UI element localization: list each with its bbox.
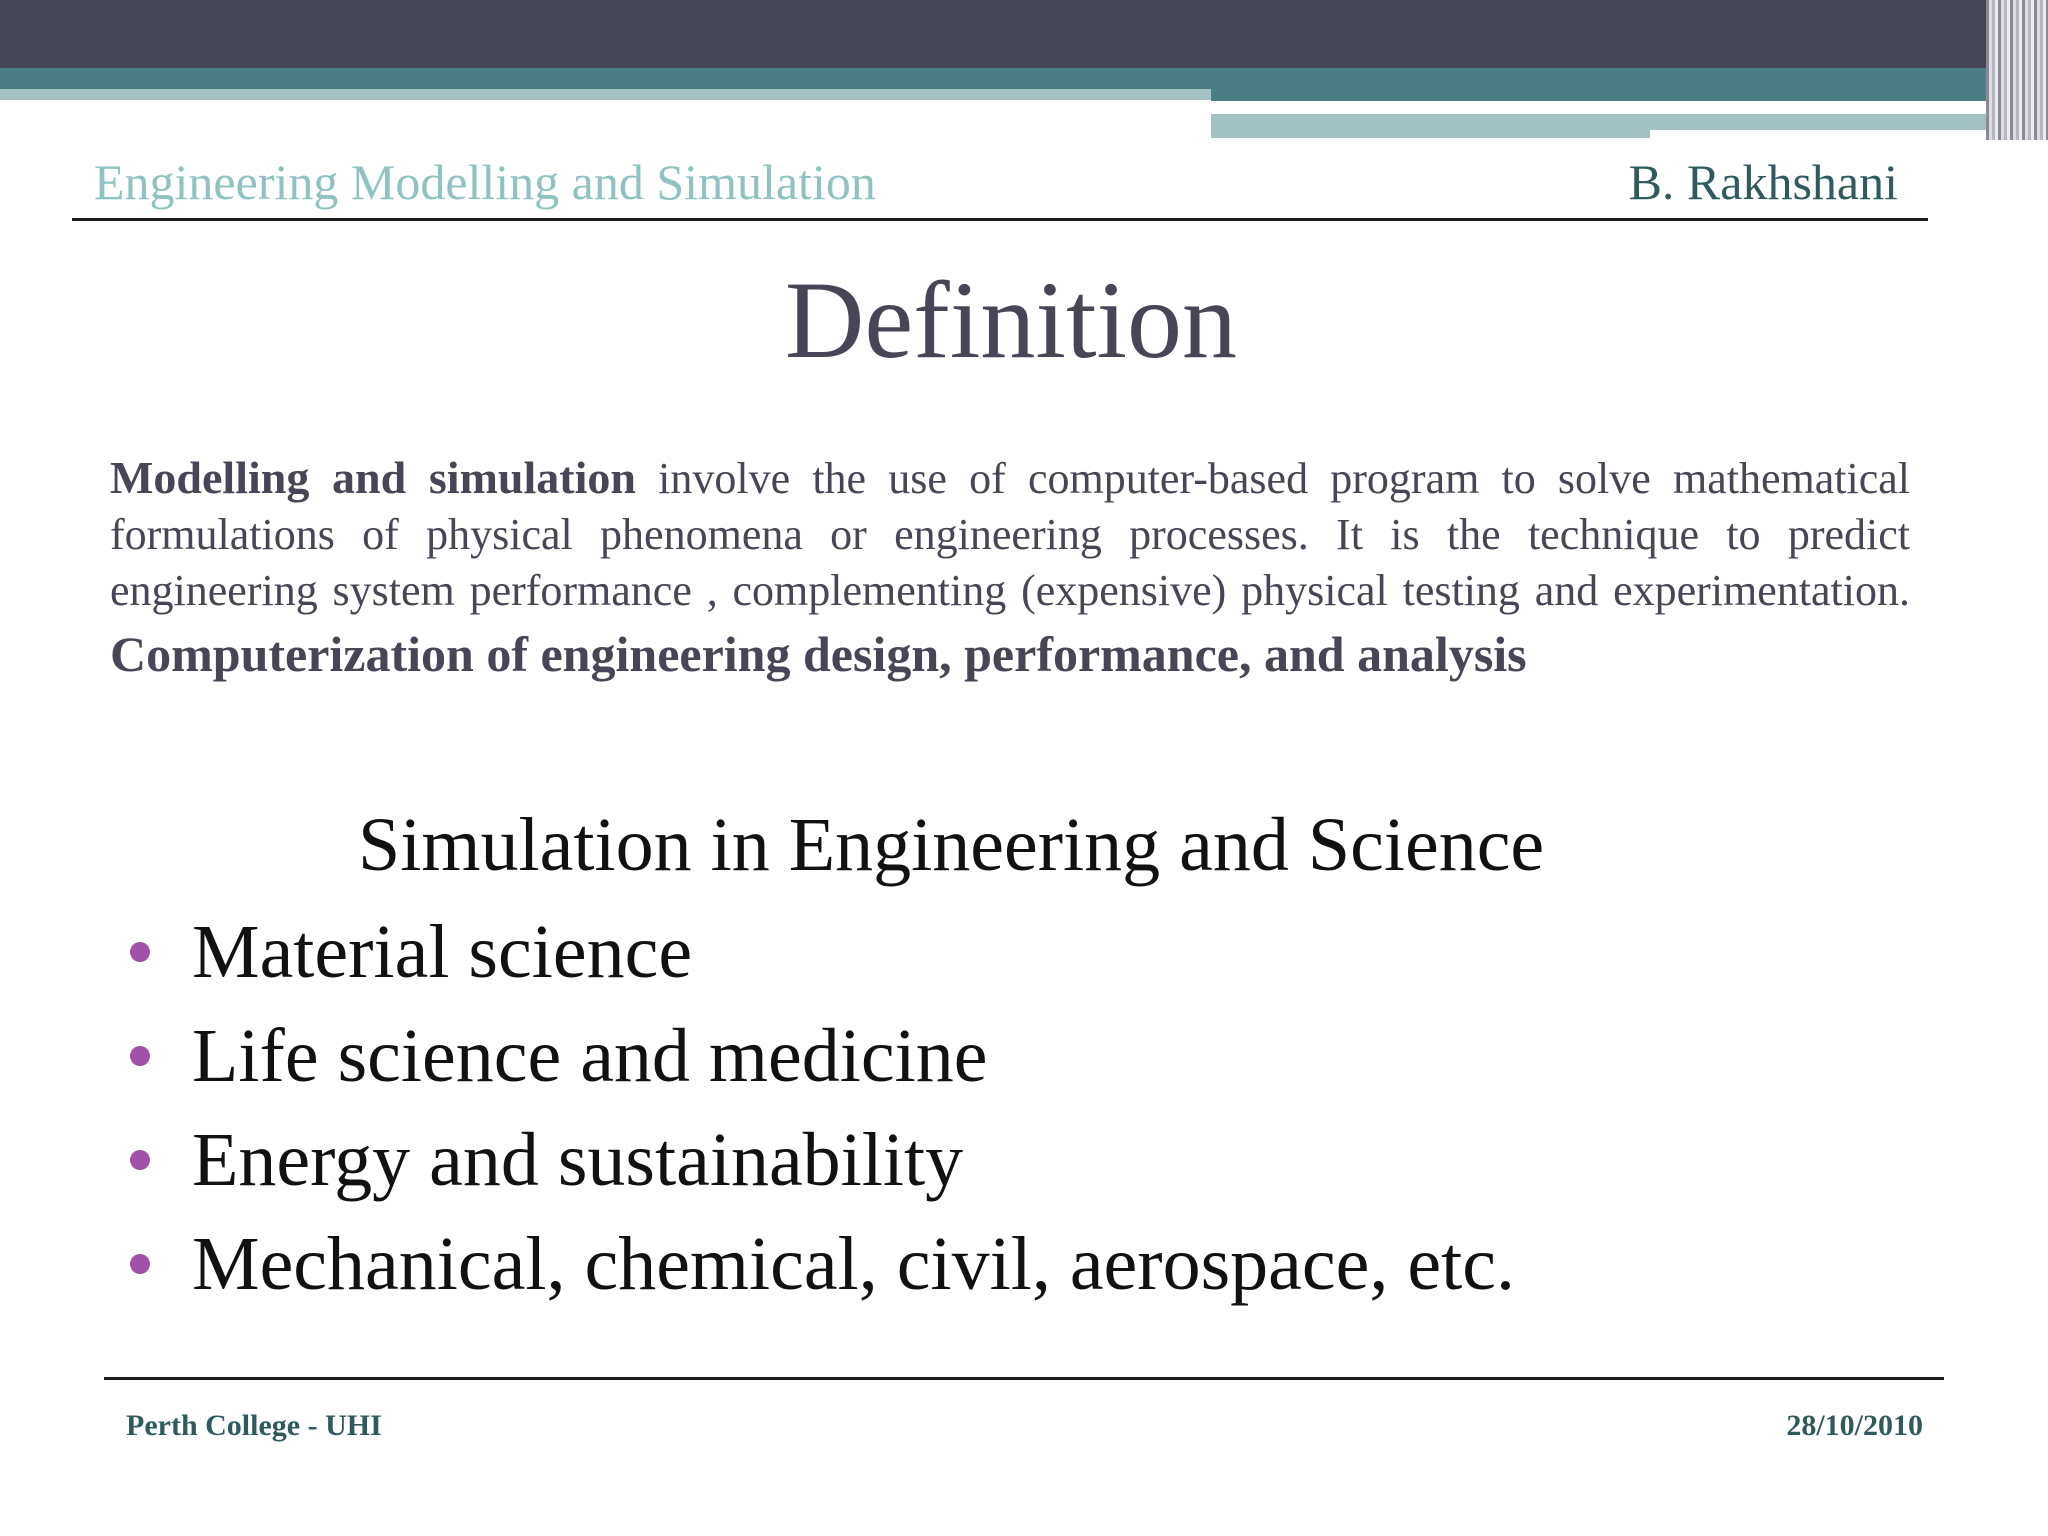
section-heading: Simulation in Engineering and Science [358,803,1545,887]
footer-divider [104,1377,1944,1380]
bullet-text: Life science and medicine [192,1014,988,1098]
bullet-icon [130,942,150,962]
top-banner-light-left [0,89,1211,100]
bullet-icon [130,1046,150,1066]
header-divider [72,218,1928,221]
top-banner-teal-right [1211,89,2000,101]
bullet-icon [130,1150,150,1170]
author-name: B. Rakhshani [1628,154,1898,210]
top-banner-edge-stripes [1986,0,2048,140]
bullet-list [130,900,1515,1316]
list-item [130,900,1515,1004]
bullet-text: Material science [192,910,693,994]
bullet-icon [130,1254,150,1274]
footer-institution: Perth College - UHI [126,1409,382,1442]
top-banner-notch [1650,130,2000,140]
list-item [130,1108,1515,1212]
definition-emphasis: Computerization of engineering design, performance, and analysis [110,626,1527,682]
top-banner-dark [0,0,2048,68]
bullet-text: Energy and sustainability [192,1118,964,1202]
top-banner-divider [1211,101,1986,110]
definition-paragraph [110,450,1910,689]
bullet-text: Mechanical, chemical, civil, aerospace, etc. [192,1222,1515,1306]
list-item [130,1004,1515,1108]
course-title: Engineering Modelling and Simulation [94,154,876,210]
top-banner-teal [0,68,2000,89]
list-item [130,1212,1515,1316]
definition-body: involve the use of computer-based program to solve mathematical formulations of physical phenomena or engineering processes. It is the technique to predict engineering system performance , complementing (expensive) physical testing and experimentation. [110,454,1910,615]
slide-title: Definition [784,259,1238,381]
footer-date: 28/10/2010 [1786,1409,1923,1442]
definition-lead: Modelling and simulation [110,452,636,503]
